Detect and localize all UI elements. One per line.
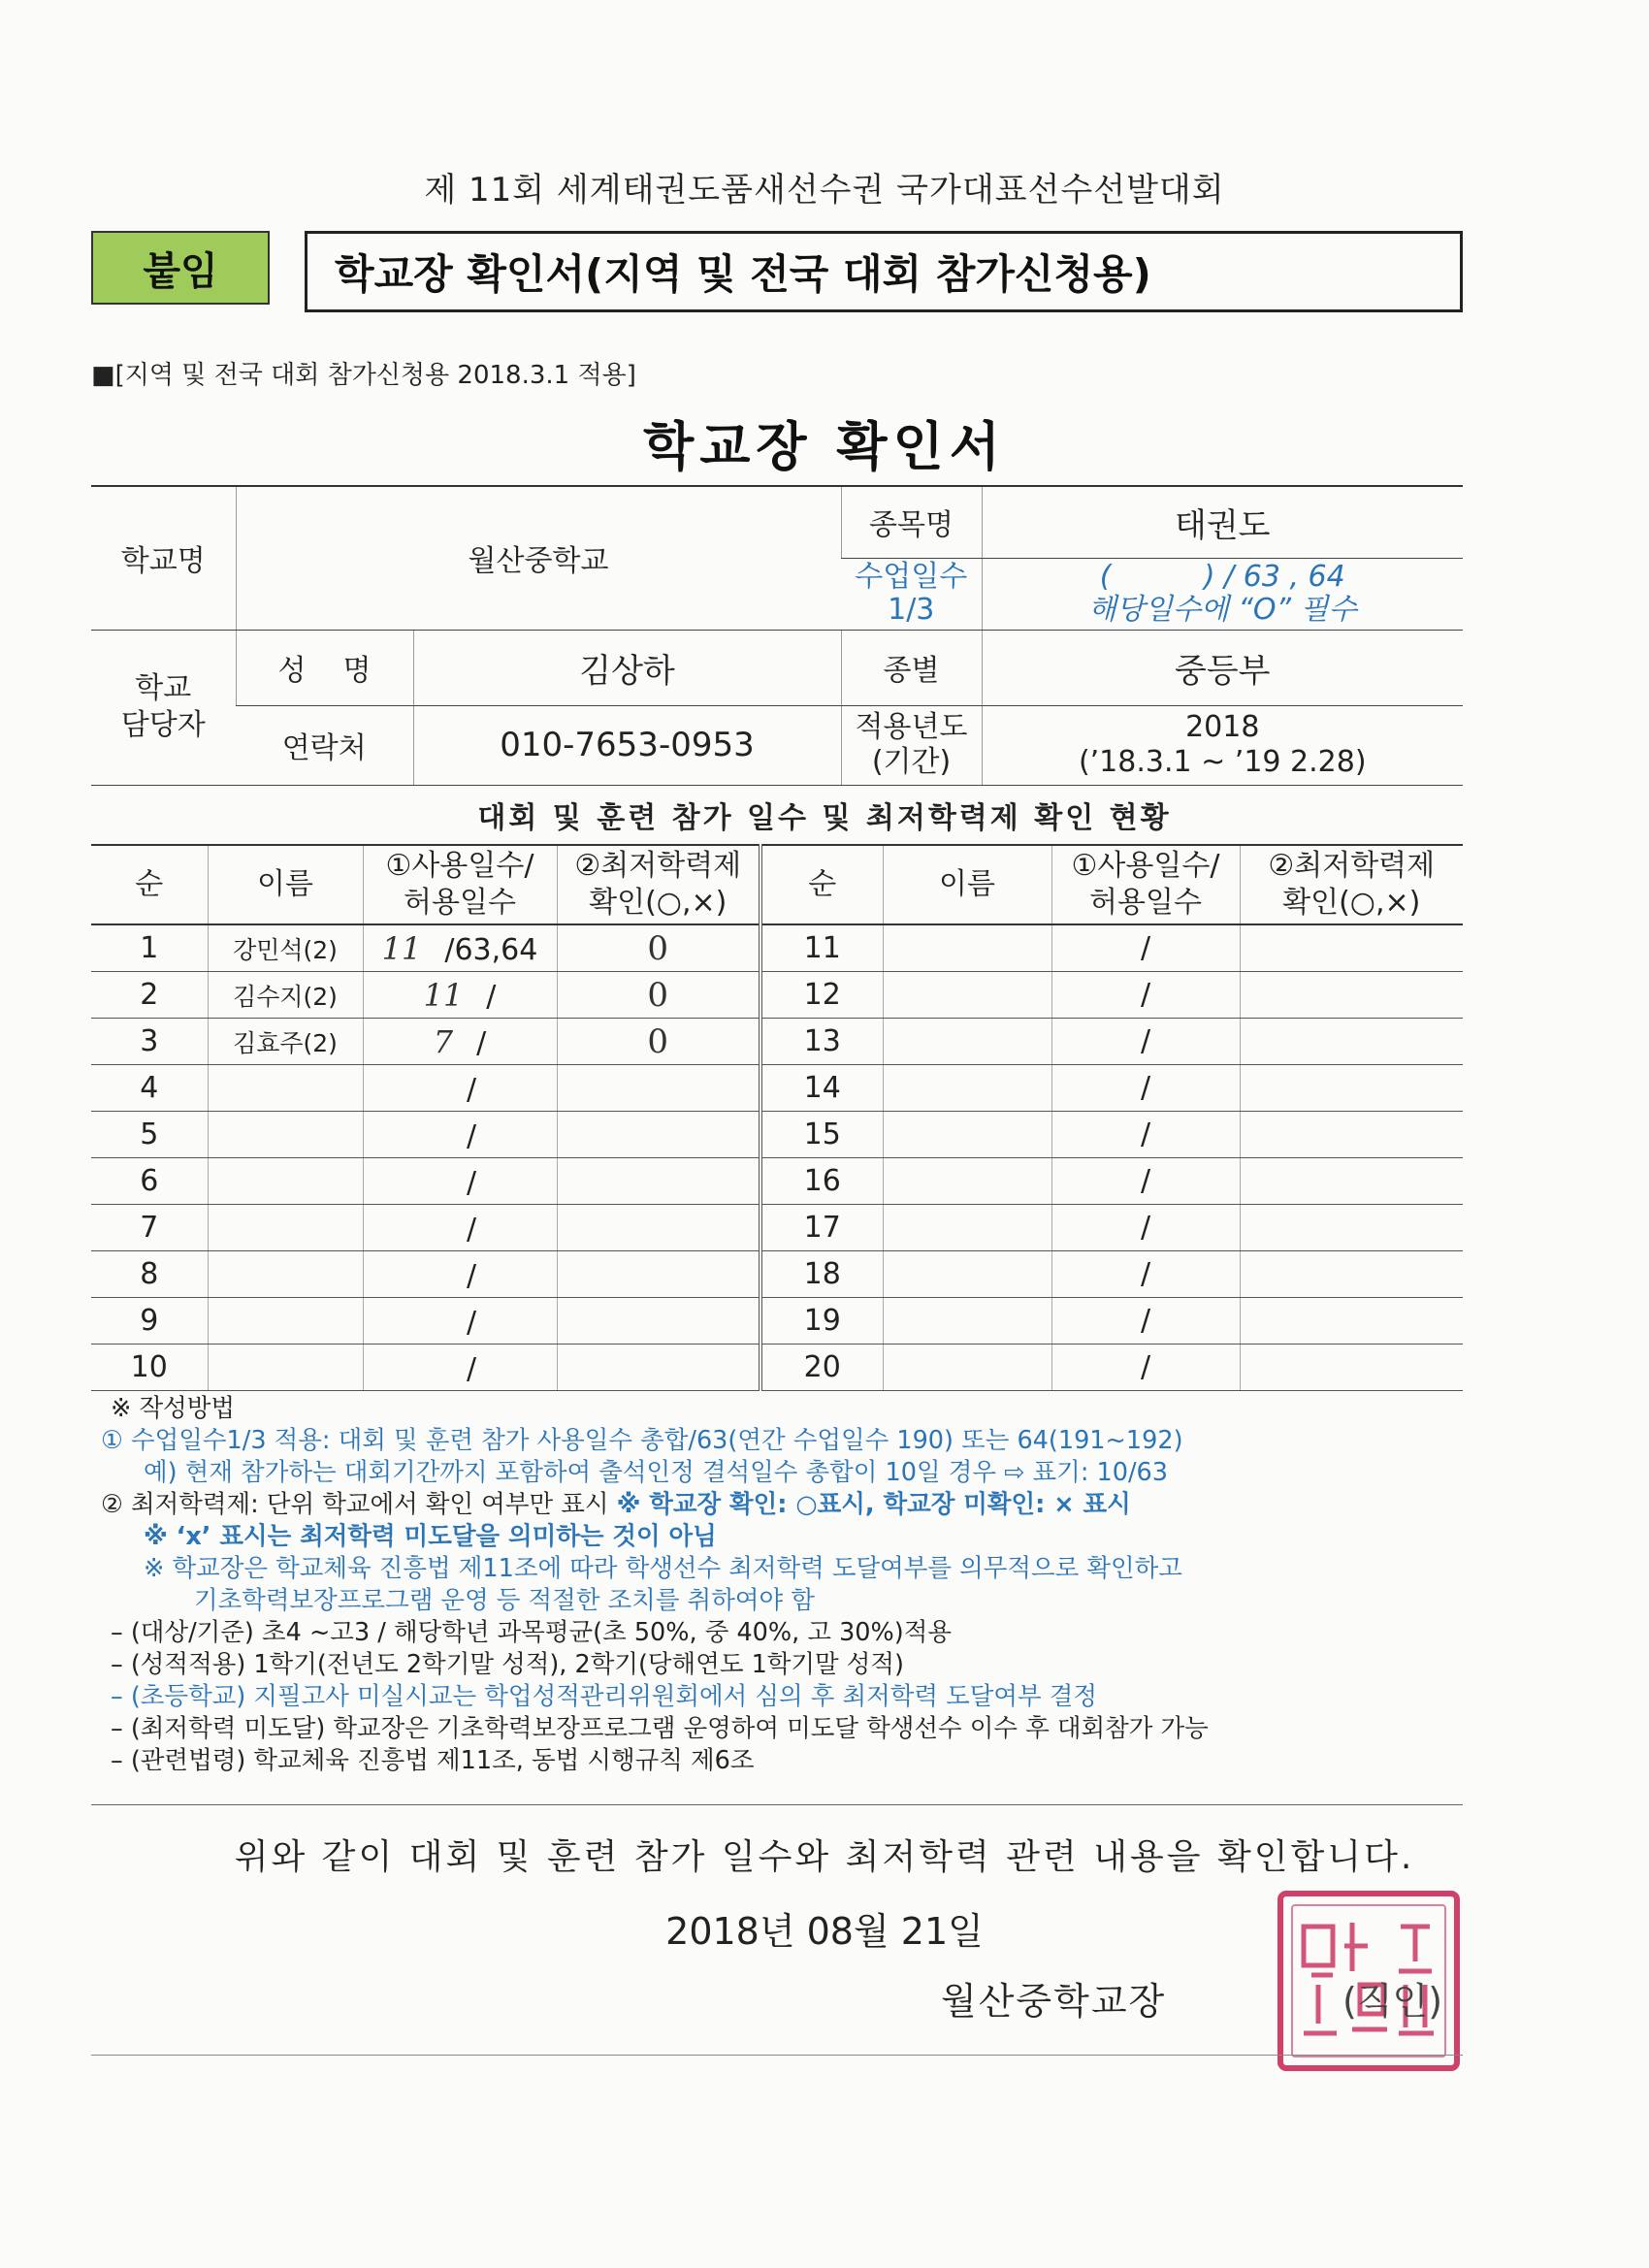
header-name-left: 이름	[208, 845, 363, 924]
student-name-right	[883, 1112, 1051, 1158]
used-days-left	[363, 1065, 557, 1112]
row-number-left	[91, 1019, 208, 1065]
row-number-right	[760, 1065, 883, 1112]
row-number-left-text: 2	[140, 978, 159, 1012]
days-separator: /	[476, 1025, 487, 1060]
used-days-left	[363, 1205, 557, 1251]
literacy-check-right	[1240, 924, 1463, 972]
seal-label: (직인)	[1342, 1980, 1443, 2023]
student-name-left	[208, 1205, 363, 1251]
applicable-year-value	[982, 705, 1463, 785]
header-days-left	[363, 845, 557, 924]
contact-label: 연락처	[236, 705, 413, 785]
used-days-left	[363, 1112, 557, 1158]
instruction-2-line1	[101, 1489, 1478, 1521]
row-number-right	[760, 1158, 883, 1205]
category-label: 종별	[841, 630, 982, 705]
issue-date: 2018년 08월 21일	[665, 1910, 984, 1953]
class-days-value	[982, 558, 1463, 630]
literacy-check-right	[1240, 1112, 1463, 1158]
days-separator: /	[1140, 1024, 1151, 1058]
row-number-left	[91, 1065, 208, 1112]
row-number-left-text: 4	[140, 1071, 159, 1105]
used-days-left	[363, 1251, 557, 1298]
header-name-right: 이름	[883, 845, 1051, 924]
days-separator: /63,64	[444, 932, 538, 967]
literacy-check-right	[1240, 1158, 1463, 1205]
row-number-left-text: 3	[140, 1024, 159, 1058]
used-days-right	[1051, 1065, 1240, 1112]
row-number-left-text: 1	[140, 931, 159, 965]
literacy-check-left	[557, 924, 760, 972]
table-row	[91, 1065, 1463, 1112]
student-name-right	[883, 924, 1051, 972]
days-separator: /	[486, 979, 497, 1014]
used-days-left	[363, 972, 557, 1019]
header-days-right	[1051, 845, 1240, 924]
student-name-right	[883, 1065, 1051, 1112]
handwritten-days: 11	[423, 976, 464, 1014]
student-name-left	[208, 972, 363, 1019]
student-name-left	[208, 1251, 363, 1298]
school-info-table	[91, 485, 1463, 786]
table-row	[91, 1251, 1463, 1298]
manager-name-label: 성 명	[236, 630, 413, 705]
instruction-2-mark: ※ 학교장 확인: ○표시, 학교장 미확인: × 표시	[616, 1490, 1131, 1519]
literacy-check-left	[557, 1112, 760, 1158]
instruction-dash-2: – (성적적용) 1학기(전년도 2학기말 성적), 2학기(당해연도 1학기말 성적)	[111, 1650, 905, 1679]
row-number-right	[760, 924, 883, 972]
student-name-left	[208, 1112, 363, 1158]
row-number-right-text: 11	[803, 931, 841, 965]
student-name-right	[883, 1019, 1051, 1065]
handwritten-check: 0	[647, 975, 669, 1015]
year-value-line1: 2018	[1185, 710, 1260, 744]
header-check-left-line2: 확인(○,×)	[589, 886, 728, 920]
days-separator: /	[1140, 1211, 1151, 1245]
row-number-right-text: 16	[803, 1164, 841, 1198]
days-separator: /	[466, 1305, 477, 1340]
days-separator: /	[466, 1351, 477, 1386]
used-days-left	[363, 1298, 557, 1345]
student-name-right	[883, 1158, 1051, 1205]
header-check-right	[1240, 845, 1463, 924]
student-name-left	[208, 1158, 363, 1205]
student-name-right	[883, 1251, 1051, 1298]
status-section-title: 대회 및 훈련 참가 일수 및 최저학력제 확인 현황	[477, 801, 1172, 835]
row-number-right	[760, 1345, 883, 1391]
row-number-left	[91, 972, 208, 1019]
class-days-ratio: ( ) / 63 , 64	[1099, 560, 1345, 594]
used-days-right	[1051, 1158, 1240, 1205]
class-days-instruction: 해당일수에 “O” 필수	[1087, 593, 1357, 627]
used-days-right	[1051, 1251, 1240, 1298]
table-row	[91, 1298, 1463, 1345]
used-days-right	[1051, 924, 1240, 972]
applicable-year-label	[841, 705, 982, 785]
days-separator: /	[466, 1212, 477, 1247]
literacy-check-right	[1240, 972, 1463, 1019]
instruction-2-note-3: 기초학력보장프로그램 운영 등 적절한 조치를 취하여야 함	[194, 1586, 815, 1615]
row-number-right-text: 18	[803, 1257, 841, 1291]
student-name-right	[883, 972, 1051, 1019]
days-separator: /	[466, 1165, 477, 1200]
page-title: 학교장 확인서	[643, 416, 1006, 477]
instruction-dash-3: – (초등학교) 지필고사 미실시교는 학업성적관리위원회에서 심의 후 최저학력 도달여부 결정	[111, 1682, 1098, 1711]
days-separator: /	[1140, 931, 1151, 965]
instruction-1-line1: ① 수업일수1/3 적용: 대회 및 훈련 참가 사용일수 총합/63(연간 수업일수 190) 또는 64(191~192)	[101, 1426, 1183, 1455]
year-label-line1: 적용년도	[855, 710, 968, 744]
row-number-right	[760, 1019, 883, 1065]
student-name-right	[883, 1205, 1051, 1251]
attachment-title: 학교장 확인서(지역 및 전국 대회 참가신청용)	[305, 231, 1463, 312]
literacy-check-right	[1240, 1065, 1463, 1112]
event-title: 제 11회 세계태권도품새선수권 국가대표선수선발대회	[424, 171, 1225, 210]
student-name-left-text: 강민석(2)	[233, 935, 338, 964]
used-days-right	[1051, 972, 1240, 1019]
sport-label: 종목명	[841, 486, 982, 558]
instructions-title: ※ 작성방법	[111, 1394, 236, 1423]
days-separator: /	[466, 1072, 477, 1107]
row-number-left-text: 8	[140, 1257, 159, 1291]
row-number-left-text: 7	[140, 1211, 159, 1245]
literacy-check-left	[557, 1298, 760, 1345]
literacy-check-left	[557, 1345, 760, 1391]
row-number-left	[91, 1158, 208, 1205]
row-number-right	[760, 1112, 883, 1158]
student-name-right	[883, 1298, 1051, 1345]
sport-value: 태권도	[982, 486, 1463, 558]
table-row	[91, 1345, 1463, 1391]
instruction-2-note-1: ※ ‘x’ 표시는 최저학력 미도달을 의미하는 것이 아님	[144, 1522, 717, 1551]
days-separator: /	[466, 1118, 477, 1153]
header-check-right-line2: 확인(○,×)	[1282, 886, 1421, 920]
table-row	[91, 1158, 1463, 1205]
days-separator: /	[466, 1258, 477, 1293]
class-days-label	[841, 558, 982, 630]
row-number-left	[91, 1205, 208, 1251]
year-value-line2: (’18.3.1 ~ ’19 2.28)	[1078, 745, 1367, 779]
student-name-left	[208, 924, 363, 972]
table-row	[91, 924, 1463, 972]
table-row	[91, 1112, 1463, 1158]
header-check-right-line1: ②최저학력제	[1268, 849, 1436, 883]
row-number-right-text: 19	[803, 1304, 841, 1338]
header-days-right-line2: 허용일수	[1089, 886, 1202, 920]
row-number-right-text: 20	[803, 1350, 841, 1384]
header-no-right: 순	[760, 845, 883, 924]
writing-instructions	[101, 1393, 1478, 1777]
used-days-left	[363, 1345, 557, 1391]
row-number-left	[91, 924, 208, 972]
used-days-left	[363, 924, 557, 972]
handwritten-check: 0	[647, 928, 669, 968]
literacy-check-left	[557, 1205, 760, 1251]
used-days-right	[1051, 1112, 1240, 1158]
instruction-dash-4: – (최저학력 미도달) 학교장은 기초학력보장프로그램 운영하여 미도달 학생선수 이수 후 대회참가 가능	[111, 1714, 1209, 1743]
student-name-left	[208, 1298, 363, 1345]
contact-value: 010-7653-0953	[413, 705, 841, 785]
student-name-left	[208, 1019, 363, 1065]
manager-label-line1: 학교	[135, 671, 192, 705]
row-number-left-text: 10	[130, 1350, 168, 1384]
literacy-check-left	[557, 1019, 760, 1065]
student-name-left	[208, 1065, 363, 1112]
header-days-left-line2: 허용일수	[404, 886, 516, 920]
row-number-right	[760, 1298, 883, 1345]
literacy-check-left	[557, 1158, 760, 1205]
used-days-right	[1051, 1019, 1240, 1065]
header-days-left-line1: ①사용일수/	[385, 849, 534, 883]
handwritten-check: 0	[647, 1021, 669, 1061]
literacy-check-right	[1240, 1345, 1463, 1391]
used-days-left	[363, 1019, 557, 1065]
class-days-label-line1: 수업일수	[855, 560, 968, 594]
table-row	[91, 1205, 1463, 1251]
row-number-left-text: 9	[140, 1304, 159, 1338]
instruction-dash-1: – (대상/기준) 초4 ~고3 / 해당학년 과목평균(초 50%, 중 40%, 고 30%)적용	[111, 1618, 952, 1647]
manager-label-line2: 담당자	[120, 708, 206, 742]
row-number-left-text: 5	[140, 1118, 159, 1151]
school-manager-label	[91, 630, 236, 785]
literacy-check-right	[1240, 1019, 1463, 1065]
row-number-right-text: 13	[803, 1024, 841, 1058]
manager-name-value: 김상하	[413, 630, 841, 705]
student-name-left-text: 김효주(2)	[233, 1028, 338, 1057]
literacy-check-left	[557, 972, 760, 1019]
category-value: 중등부	[982, 630, 1463, 705]
row-number-left	[91, 1112, 208, 1158]
days-separator: /	[1140, 1257, 1151, 1291]
instruction-1-line2: 예) 현재 참가하는 대회기간까지 포함하여 출석인정 결석일수 총합이 10일 경우 ⇨ 표기: 10/63	[144, 1458, 1168, 1487]
literacy-check-right	[1240, 1298, 1463, 1345]
instruction-2-text: ② 최저학력제: 단위 학교에서 확인 여부만 표시	[101, 1490, 617, 1519]
section-divider	[91, 1804, 1463, 1805]
attachment-badge: 붙임	[91, 231, 270, 305]
row-number-right-text: 17	[803, 1211, 841, 1245]
days-separator: /	[1140, 1164, 1151, 1198]
used-days-right	[1051, 1298, 1240, 1345]
handwritten-days: 7	[433, 1022, 454, 1060]
days-separator: /	[1140, 1350, 1151, 1384]
row-number-left-text: 6	[140, 1164, 159, 1198]
header-check-left-line1: ②최저학력제	[574, 849, 742, 883]
confirmation-statement: 위와 같이 대회 및 훈련 참가 일수와 최저학력 관련 내용을 확인합니다.	[234, 1837, 1415, 1877]
row-number-right-text: 14	[803, 1071, 841, 1105]
literacy-check-right	[1240, 1251, 1463, 1298]
days-separator: /	[1140, 1304, 1151, 1338]
class-days-label-line2: 1/3	[888, 593, 935, 627]
row-number-right-text: 15	[803, 1118, 841, 1151]
used-days-right	[1051, 1205, 1240, 1251]
instruction-2-note-2: ※ 학교장은 학교체육 진흥법 제11조에 따라 학생선수 최저학력 도달여부를 의무적으로 확인하고	[144, 1554, 1182, 1583]
student-name-left	[208, 1345, 363, 1391]
header-no-left: 순	[91, 845, 208, 924]
table-row	[91, 1019, 1463, 1065]
used-days-right	[1051, 1345, 1240, 1391]
row-number-right	[760, 1251, 883, 1298]
student-name-left-text: 김수지(2)	[233, 982, 338, 1011]
row-number-right	[760, 1205, 883, 1251]
days-separator: /	[1140, 1071, 1151, 1105]
table-row	[91, 972, 1463, 1019]
row-number-right-text: 12	[803, 978, 841, 1012]
participation-table	[91, 844, 1463, 1391]
year-label-line2: (기간)	[871, 745, 952, 779]
student-name-right	[883, 1345, 1051, 1391]
row-number-left	[91, 1298, 208, 1345]
school-name-value: 월산중학교	[236, 486, 841, 630]
row-number-left	[91, 1345, 208, 1391]
row-number-left	[91, 1251, 208, 1298]
days-separator: /	[1140, 978, 1151, 1012]
literacy-check-left	[557, 1251, 760, 1298]
literacy-check-right	[1240, 1205, 1463, 1251]
days-separator: /	[1140, 1118, 1151, 1151]
instruction-dash-5: – (관련법령) 학교체육 진흥법 제11조, 동법 시행규칙 제6조	[111, 1746, 755, 1775]
header-days-right-line1: ①사용일수/	[1071, 849, 1220, 883]
handwritten-days: 11	[381, 929, 422, 967]
application-note: ■[지역 및 전국 대회 참가신청용 2018.3.1 적용]	[91, 361, 636, 390]
row-number-right	[760, 972, 883, 1019]
used-days-left	[363, 1158, 557, 1205]
principal-title: 월산중학교장	[941, 1980, 1167, 2023]
bottom-rule	[91, 2055, 1463, 2056]
literacy-check-left	[557, 1065, 760, 1112]
school-name-label: 학교명	[91, 486, 236, 630]
header-check-left	[557, 845, 760, 924]
